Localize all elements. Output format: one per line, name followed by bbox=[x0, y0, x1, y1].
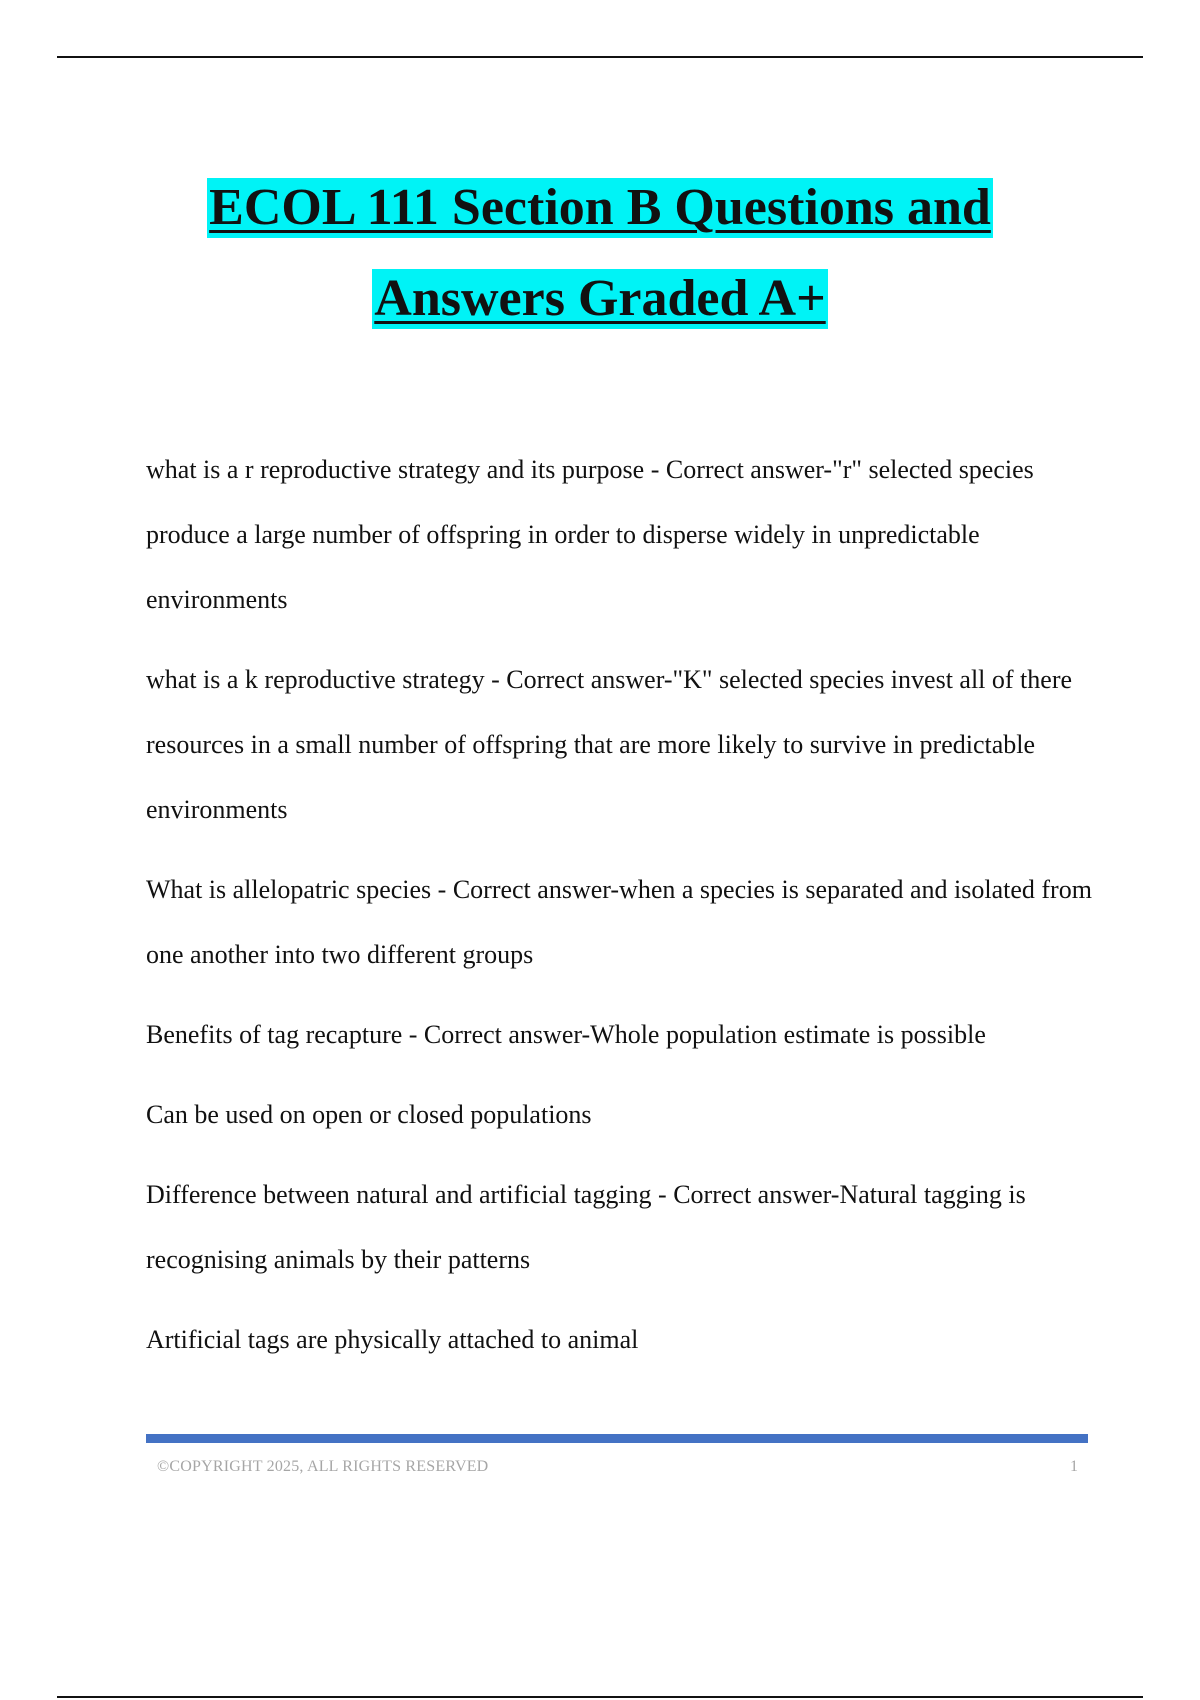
qa-paragraph-r-strategy: what is a r reproductive strategy and its purpose - Correct answer-"r" selected species produce a large number of offspring in order to disperse widely in unpredictable environments bbox=[146, 455, 1034, 614]
footer-page-number: 1 bbox=[1070, 1458, 1078, 1475]
document-body bbox=[146, 437, 1096, 1387]
qa-paragraph-tagging-difference: Difference between natural and artificial tagging - Correct answer-Natural tagging is recognising animals by their patterns bbox=[146, 1180, 1026, 1274]
qa-paragraph-tag-recapture: Benefits of tag recapture - Correct answer-Whole population estimate is possible bbox=[146, 1020, 986, 1049]
footer-divider-bar bbox=[146, 1434, 1088, 1443]
title-line-1: ECOL 111 Section B Questions and bbox=[209, 179, 991, 236]
document-title bbox=[0, 178, 1200, 360]
bottom-border-line bbox=[57, 1696, 1143, 1698]
footer-copyright: ©COPYRIGHT 2025, ALL RIGHTS RESERVED bbox=[157, 1458, 489, 1475]
qa-paragraph-k-strategy: what is a k reproductive strategy - Correct answer-"K" selected species invest all of there resources in a small number of offspring that are more likely to survive in predictable environments bbox=[146, 665, 1073, 824]
qa-paragraph-allelopatric: What is allelopatric species - Correct answer-when a species is separated and isolated from one another into two different groups bbox=[146, 875, 1092, 969]
qa-paragraph-open-closed: Can be used on open or closed populations bbox=[146, 1100, 592, 1129]
top-border-line bbox=[57, 56, 1143, 58]
title-line-2: Answers Graded A+ bbox=[374, 270, 826, 327]
qa-paragraph-artificial-tags: Artificial tags are physically attached to animal bbox=[146, 1325, 639, 1354]
